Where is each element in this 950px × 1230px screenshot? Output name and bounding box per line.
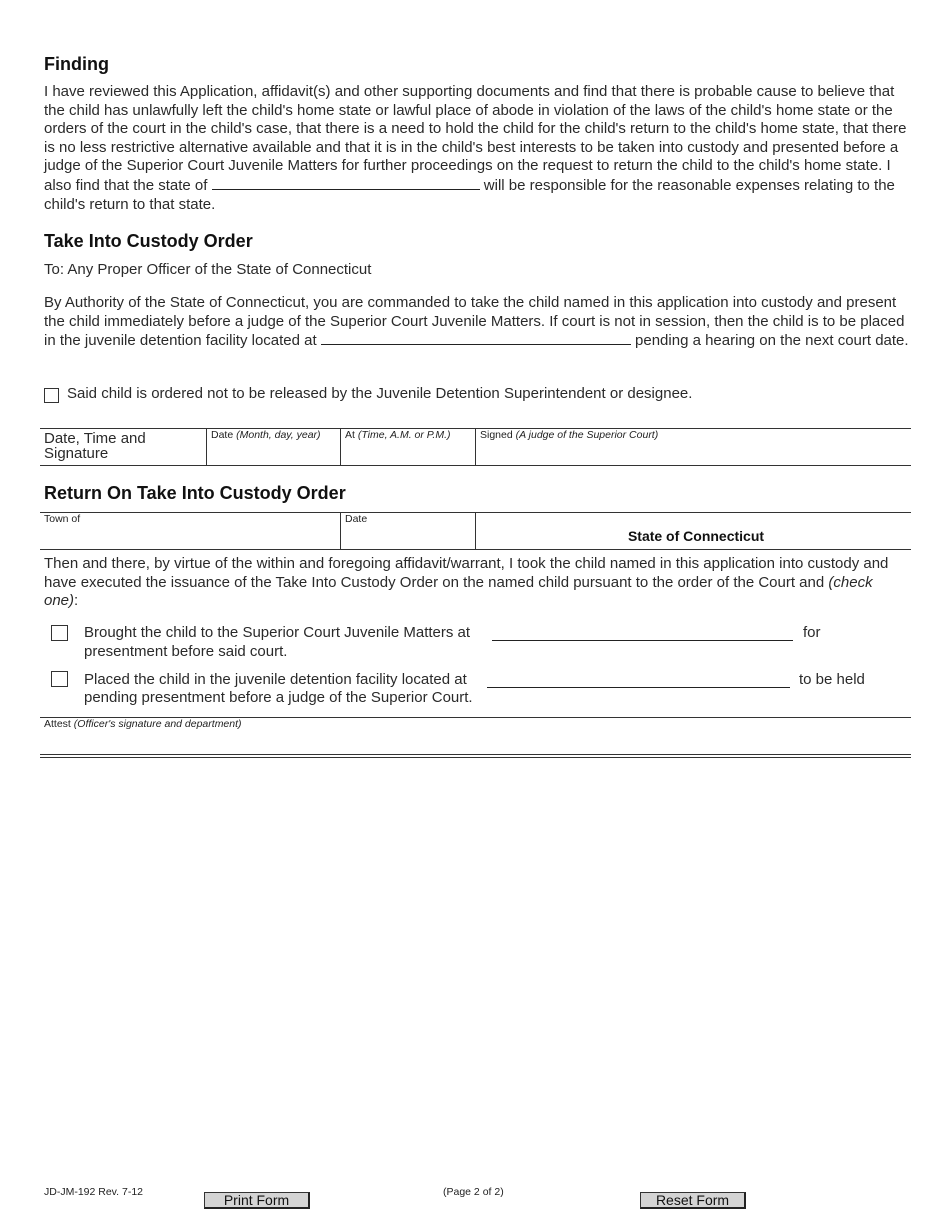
judge-signature-label: Signed [480,429,513,441]
return-text-colon: : [74,592,79,610]
return-heading: Return On Take Into Custody Order [44,483,346,503]
return-date-label: Date [345,513,368,525]
return-text: Then and there, by virtue of the within and foregoing affidavit/warrant, I took the child named in this application into custody and have executed the issuance of the Take Into Custody Order on the named child pursuant to the order of the Court and [44,555,889,591]
print-form-button[interactable]: Print Form [204,1192,310,1209]
finding-paragraph [44,83,910,214]
attest-label: Attest [44,718,71,730]
option-brought-to-court-for: for [803,624,821,641]
attest-bottom-rule-double [40,757,911,758]
order-time-field[interactable] [345,429,473,463]
no-release-label: Said child is ordered not to be released by the Juvenile Detention Superintendent or designee. [67,385,693,402]
option-placed-in-detention-to-be-held: to be held [799,671,865,688]
signature-divider [340,428,341,465]
custody-order-heading: Take Into Custody Order [44,231,253,251]
signature-row-bottom-rule [40,465,911,466]
signature-divider [206,428,207,465]
town-of-label: Town of [44,513,81,525]
custody-order-text-end: pending a hearing on the next court date. [635,332,909,350]
return-text-check-one: (check one) [44,573,873,610]
option-brought-to-court-checkbox[interactable] [51,625,68,641]
responsible-state-blank[interactable] [212,176,480,190]
date-time-signature-label: Date, Time and Signature [44,430,146,462]
return-row-bottom-rule [40,549,911,550]
custody-order-text: By Authority of the State of Connecticut, you are commanded to take the child named in this application into custody and present the child immediately before a judge of the Superior Court Juvenile Matters. If court is not in session, then the child is to be placed in the juvenile detention facility located at [44,294,905,350]
finding-heading: Finding [44,54,109,74]
order-date-label: Date [211,429,234,441]
attest-hint: (Officer's signature and department) [73,718,242,730]
form-id: JD-JM-192 Rev. 7-12 [44,1186,144,1198]
finding-text-end: will be responsible for the reasonable expenses relating to the child's return to that state. [44,176,895,213]
page-number: (Page 2 of 2) [443,1186,504,1198]
attest-bottom-rule [40,754,911,755]
court-location-blank[interactable] [492,627,793,641]
return-paragraph [44,555,910,611]
return-date-field[interactable] [345,513,473,547]
option-placed-in-detention-checkbox[interactable] [51,671,68,687]
option-brought-to-court-line2: presentment before said court. [84,643,288,660]
order-date-hint: (Month, day, year) [236,429,321,441]
order-time-hint: (Time, A.M. or P.M.) [357,429,451,441]
signature-divider [475,428,476,465]
order-date-field[interactable] [211,429,339,463]
town-of-field[interactable] [44,513,338,547]
detention-location-blank[interactable] [487,674,790,688]
no-release-checkbox[interactable] [44,388,59,403]
state-of-connecticut-label: State of Connecticut [627,528,765,544]
finding-text: I have reviewed this Application, affidavit(s) and other supporting documents and find that there is probable cause to believe that the child has unlawfully left the child's home state or lawful place of abode in violation of the laws of the child's home state or the orders of the court in the child's case, that there is a need to hold the child for the child's return to the child's home state, that there is no less restrictive alternative available and that it is in the child's best interests to be taken into custody and presented before a judge of the Superior Court Juvenile Matters for further proceedings on the request to return the child to the child's home state. I also find that the state of [44,83,907,194]
option-placed-in-detention-text: Placed the child in the juvenile detention facility located at [84,671,467,688]
detention-facility-blank[interactable] [321,331,631,345]
attest-field[interactable] [44,718,910,752]
return-divider [340,512,341,549]
order-time-label: At [345,429,355,441]
reset-form-button[interactable]: Reset Form [640,1192,746,1209]
to-line: To: Any Proper Officer of the State of Connecticut [44,261,372,278]
option-placed-in-detention-line2: pending presentment before a judge of the Superior Court. [84,689,473,706]
judge-signature-hint: (A judge of the Superior Court) [515,429,659,441]
option-brought-to-court-text: Brought the child to the Superior Court Juvenile Matters at [84,624,471,641]
custody-order-paragraph [44,294,910,351]
judge-signature-field[interactable] [480,429,908,463]
